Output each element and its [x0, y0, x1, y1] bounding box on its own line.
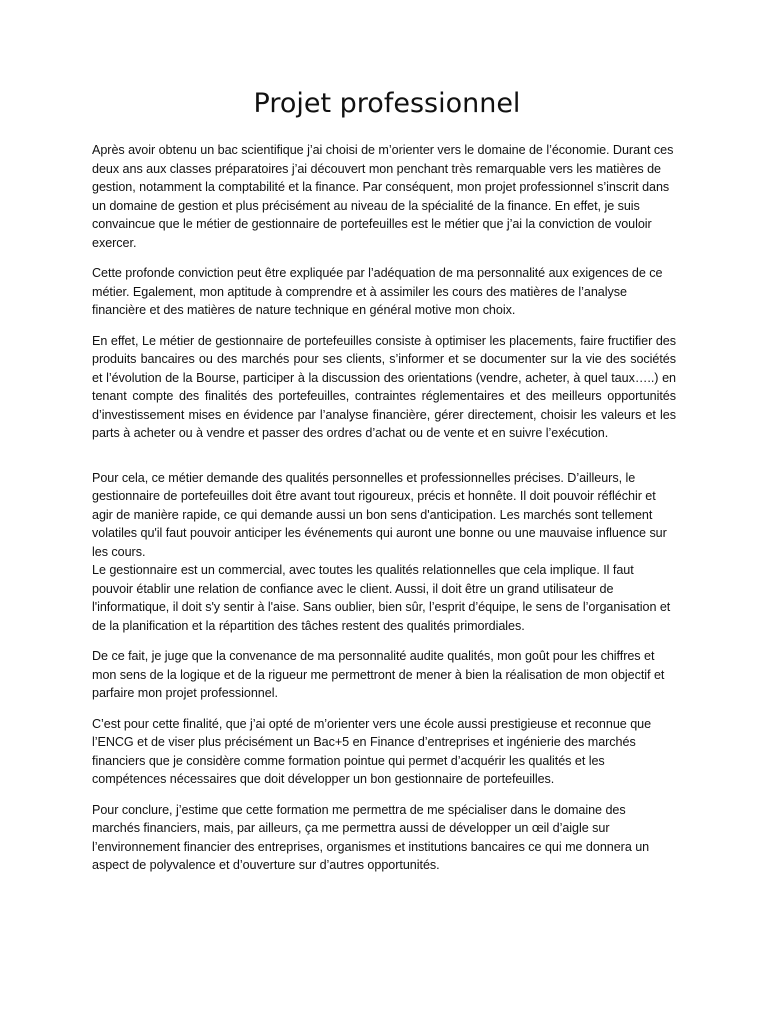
document-page — [92, 88, 676, 887]
paragraph-conviction: Cette profonde conviction peut être expliquée par l’adéquation de ma personnalité aux exigences de ce métier. Egalement, mon aptitude à comprendre et à assimiler les cours des matières de l’analyse financière et des matières de nature technique en général motive mon choix. — [92, 266, 663, 317]
paragraph-commercial: Le gestionnaire est un commercial, avec toutes les qualités relationnelles que cela implique. Il faut pouvoir établir une relation de confiance avec le client. Aussi, il doit être un grand utilisateur de l'informatique, il doit s'y sentir à l'aise. Sans oublier, bien sûr, l’esprit d’équipe, le sens de l’organisation et de la planification et la répartition des tâches restent des qualités primordiales. — [92, 563, 671, 633]
paragraph-job-description: En effet, Le métier de gestionnaire de portefeuilles consiste à optimiser les placements, faire fructifier des produits bancaires ou des marchés pour ses clients, s’informer et se documenter sur la vie des sociétés et l’évolution de la Bourse, participer à la discussion des orientations (vendre, acheter, à quel taux…..) en tenant compte des finalités des portefeuilles, contraintes réglementaires et des meilleurs opportunités d’investissement mises en évidence par l’analyse financière, gérer directement, choisir les valeurs et les parts à acheter ou à vendre et passer des ordres d’achat ou de vente et en suivre l’exécution. — [92, 333, 676, 440]
paragraph-final: Pour conclure, j’estime que cette formation me permettra de me spécialiser dans le domaine des marchés financiers, mais, par ailleurs, ça me permettra aussi de développer un œil d’aigle sur l’environnement financier des entreprises, organismes et institutions bancaires ce qui me donnera un aspect de polyvalence et d’ouverture sur d’autres opportunités. — [92, 802, 650, 872]
document-title: Projet professionnel — [253, 88, 521, 119]
paragraph-intro: Après avoir obtenu un bac scientifique j’ai choisi de m’orienter vers le domaine de l’économie. Durant ces deux ans aux classes préparatoires j’ai découvert mon penchant très remarquable vers les matières de gestion, notamment la comptabilité et la finance. Par conséquent, mon projet professionnel s’inscrit dans un domaine de gestion et plus précisément au niveau de la spécialité de la finance. En effet, je suis convaincue que le métier de gestionnaire de portefeuilles est le métier que j’ai la conviction de vouloir exercer. — [92, 143, 674, 250]
paragraph-conclusion-fit: De ce fait, je juge que la convenance de ma personnalité audite qualités, mon goût pour les chiffres et mon sens de la logique et de la rigueur me permettront de mener à bien la réalisation de mon objectif et parfaire mon projet professionnel. — [92, 649, 665, 700]
paragraph-qualities: Pour cela, ce métier demande des qualités personnelles et professionnelles précises. D’ailleurs, le gestionnaire de portefeuilles doit être avant tout rigoureux, précis et honnête. Il doit pouvoir réfléchir et agir de manière rapide, ce qui demande aussi un bon sens d'anticipation. Les marchés sont tellement volatiles qu'il faut pouvoir anticiper les événements qui auront une bonne ou une mauvaise influence sur les cours. — [92, 470, 667, 559]
paragraph-school-choice: C’est pour cette finalité, que j’ai opté de m’orienter vers une école aussi prestigieuse et reconnue que l’ENCG et de viser plus précisément un Bac+5 en Finance d’entreprises et ingénierie des marchés financiers que je considère comme formation pointue qui permet d’acquérir les qualités et les compétences nécessaires que doit développer un bon gestionnaire de portefeuilles. — [92, 716, 652, 786]
